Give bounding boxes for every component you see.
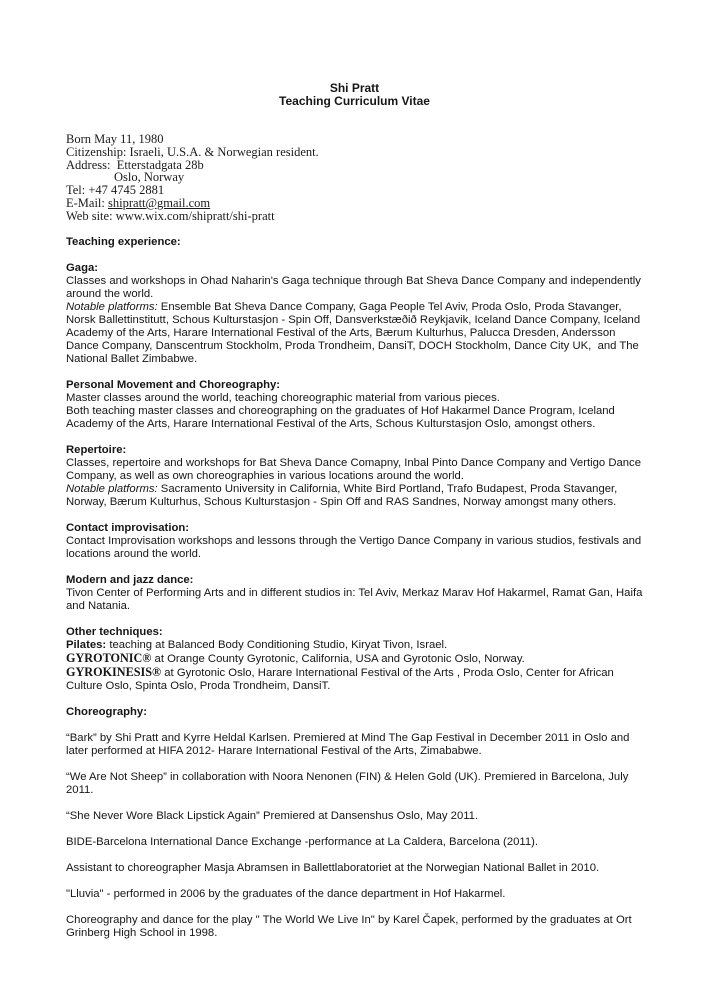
paragraph [66, 483, 644, 509]
page-subtitle: Teaching Curriculum Vitae [279, 94, 430, 108]
text-run: Both teaching master classes and choreographing on the graduates of Hof Hakarmel Dance Program, Iceland Academy of the Arts, Harare International Festival of the Arts, Schous Kulturstasjon Oslo, amongst others. [66, 404, 618, 430]
email-link[interactable]: shipratt@gmail.com [108, 195, 211, 210]
paragraph [66, 914, 644, 940]
paragraph [66, 732, 644, 758]
text-run: at Gyrotonic Oslo, Harare International Festival of the Arts , Proda Oslo, Center for African Culture Oslo, Spinta Oslo, Proda Trondheim, DansiT. [66, 666, 617, 692]
section-heading: Gaga: [66, 261, 99, 274]
paragraph [66, 862, 644, 875]
contact-line-label: E-Mail: [66, 195, 109, 210]
text-run: Assistant to choreographer Masja Abramsen in Ballettlaboratoriet at the Norwegian National Ballet in 2010. [66, 861, 600, 874]
contact-line: Web site: www.wix.com/shipratt/shi-pratt [66, 208, 275, 223]
text-run: Classes and workshops in Ohad Naharin's Gaga technique through Bat Sheva Dance Company and independently around the world. [66, 274, 645, 300]
section-heading: Teaching experience: [66, 235, 181, 248]
text-run: Choreography and dance for the play " The World We Live In" by Karel Čapek, performed by the graduates at Ort Grinberg High School in 1998. [66, 913, 635, 939]
cv-section [66, 236, 644, 249]
text-run: “Bark” by Shi Pratt and Kyrre Heldal Karlsen. Premiered at Mind The Gap Festival in December 2011 in Oslo and later performed at HIFA 2012- Harare International Festival of the Arts, Zimababwe. [66, 731, 633, 757]
text-run: GYROTONIC® [66, 650, 152, 665]
text-run: Classes, repertoire and workshops for Bat Sheva Dance Comapny, Inbal Pinto Dance Company and Vertigo Dance Company, as well as own choreographies in various locations around the world. [66, 456, 645, 482]
paragraph [66, 810, 644, 823]
paragraph [66, 888, 644, 901]
cv-section [66, 706, 644, 940]
cv-section [66, 262, 644, 366]
document-header [66, 82, 643, 108]
contact-line: Tel: +47 4745 2881 [66, 183, 165, 198]
text-run: Sacramento University in California, White Bird Portland, Trafo Budapest, Proda Stavanger, Norway, Bærum Kulturhus, Schous Kulturstasjon - Spin Off and RAS Sandnes, Norway amongst many others. [66, 482, 621, 508]
paragraph [66, 836, 644, 849]
text-run: Master classes around the world, teaching choreographic material from various pieces. [66, 391, 500, 404]
section-heading: Contact improvisation: [66, 521, 190, 534]
paragraph [66, 771, 644, 797]
text-run: Pilates: [66, 638, 107, 651]
paragraph [66, 392, 644, 405]
paragraph [66, 457, 644, 483]
text-run: "Lluvia" - performed in 2006 by the graduates of the dance department in Hof Hakarmel. [66, 887, 506, 900]
cv-section [66, 626, 644, 693]
page-title: Shi Pratt [329, 81, 380, 95]
text-run: at Orange County Gyrotonic, California, USA and Gyrotonic Oslo, Norway. [151, 652, 525, 665]
contact-line: Address: Etterstadgata 28b [66, 157, 204, 172]
paragraph [66, 405, 644, 431]
section-heading: Repertoire: [66, 443, 127, 456]
paragraph [66, 535, 644, 561]
section-heading: Other techniques: [66, 625, 163, 638]
cv-section [66, 444, 644, 509]
section-heading: Modern and jazz dance: [66, 573, 194, 586]
paragraph [66, 666, 644, 693]
cv-section [66, 522, 644, 561]
section-heading: Choreography: [66, 705, 147, 718]
cv-section [66, 379, 644, 431]
text-run: Tivon Center of Performing Arts and in different studios in: Tel Aviv, Merkaz Marav Hof Hakarmel, Ramat Gan, Haifa and Natania. [66, 586, 646, 612]
text-run: “We Are Not Sheep” in collaboration with Noora Nenonen (FIN) & Helen Gold (UK). Premiered in Barcelona, July 2011. [66, 770, 632, 796]
contact-line: Born May 11, 1980 [66, 132, 164, 146]
paragraph [66, 652, 644, 666]
paragraph [66, 639, 644, 652]
cv-section [66, 574, 644, 613]
text-run: “She Never Wore Black Lipstick Again” Premiered at Dansenshus Oslo, May 2011. [66, 809, 479, 822]
paragraph [66, 587, 644, 613]
text-run: BIDE-Barcelona International Dance Exchange -performance at La Caldera, Barcelona (2011). [66, 835, 539, 848]
paragraph [66, 301, 644, 366]
text-run: GYROKINESIS® [66, 664, 162, 679]
paragraph [66, 275, 644, 301]
text-run: Contact Improvisation workshops and lessons through the Vertigo Dance Company in various studios, festivals and locations around the world. [66, 534, 645, 560]
contact-line [66, 197, 643, 210]
section-heading: Personal Movement and Choreography: [66, 378, 281, 391]
cv-body [66, 236, 644, 940]
contact-line: Citizenship: Israeli, U.S.A. & Norwegian resident. [66, 144, 319, 159]
text-run: Ensemble Bat Sheva Dance Company, Gaga People Tel Aviv, Proda Oslo, Proda Stavanger, Norsk Ballettinstitutt, Schous Kulturstasjon - Spin Off, Dansverkstæðið Reykjavik, Iceland Dance Company, Iceland Academy of the Arts, Harare International Festival of the Arts, Bærum Kulturhus, Palucca Dresden, Andersson Dance Company, Danscentrum Stockholm, Proda Trondheim, DansiT, DOCH Stockholm, Dance City UK, and The National Ballet Zimbabwe. [66, 300, 643, 365]
text-run: Notable platforms: [66, 300, 158, 313]
contact-line: Oslo, Norway [114, 170, 185, 185]
text-run: Notable platforms: [66, 482, 158, 495]
contact-block [66, 133, 643, 223]
text-run: teaching at Balanced Body Conditioning Studio, Kiryat Tivon, Israel. [106, 638, 448, 651]
